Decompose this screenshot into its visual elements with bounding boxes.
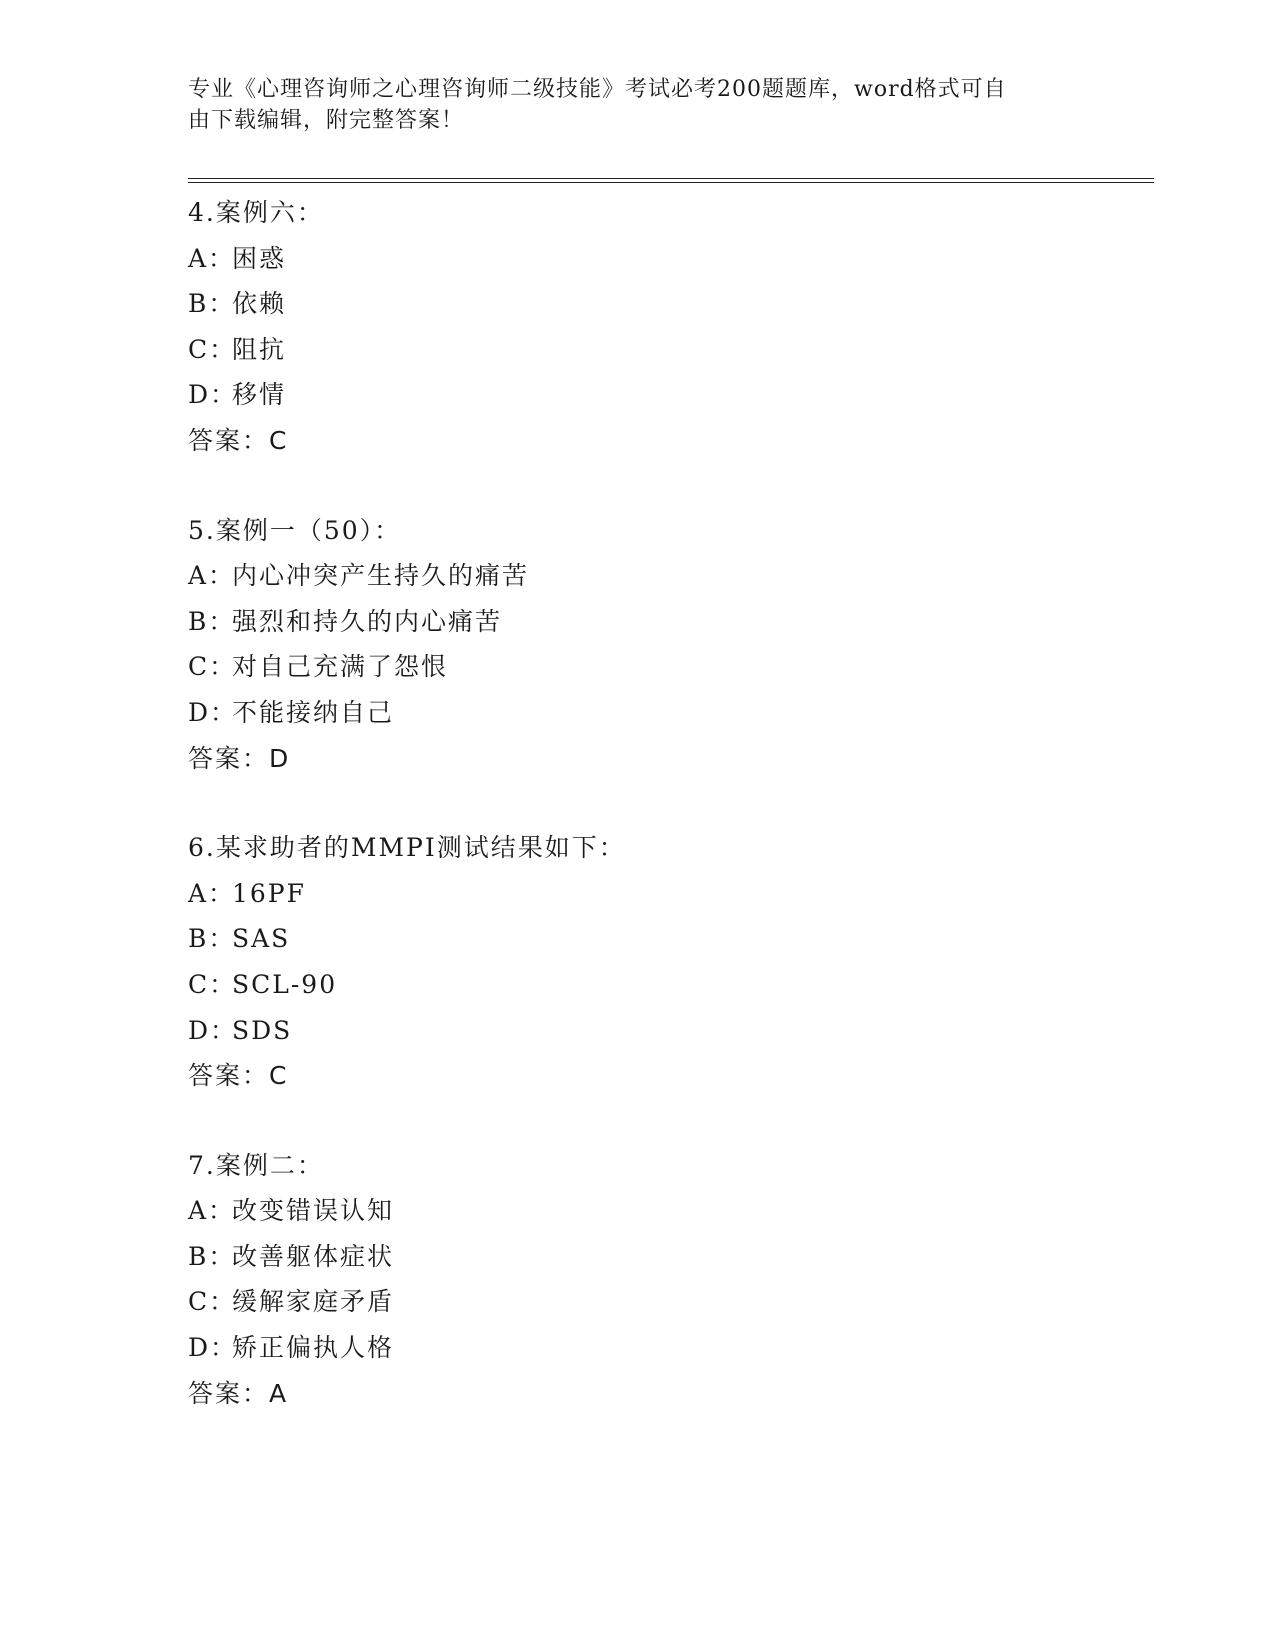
option-letter: A： <box>188 243 236 273</box>
option-text: 对自己充满了怨恨 <box>232 652 449 682</box>
option-letter: B： <box>188 1241 236 1271</box>
question-item <box>188 825 1148 1099</box>
option-letter: C： <box>188 969 237 999</box>
option-d <box>188 372 1148 418</box>
option-text: 强烈和持久的内心痛苦 <box>232 606 503 636</box>
option-text: 依赖 <box>232 289 287 319</box>
option-letter: C： <box>188 1287 237 1317</box>
option-letter: D： <box>188 1015 238 1045</box>
header-line-2: 由下载编辑，附完整答案！ <box>188 108 465 133</box>
option-letter: D： <box>188 697 238 727</box>
question-item <box>188 190 1148 464</box>
option-b <box>188 916 1148 962</box>
option-text: SAS <box>232 924 291 954</box>
option-letter: A： <box>188 878 236 908</box>
option-text: 阻抗 <box>232 334 287 364</box>
question-stem: 7.案例二： <box>188 1150 324 1180</box>
option-text: 困惑 <box>232 243 287 273</box>
option-letter: A： <box>188 1196 236 1226</box>
answer-line: 答案：C <box>188 425 289 455</box>
question-stem: 6.某求助者的MMPI测试结果如下： <box>188 833 626 863</box>
option-d <box>188 690 1148 736</box>
option-letter: B： <box>188 924 236 954</box>
option-c <box>188 644 1148 690</box>
question-stem: 4.案例六： <box>188 198 324 227</box>
option-letter: D： <box>188 1333 238 1363</box>
option-text: SCL-90 <box>232 969 338 999</box>
question-item <box>188 508 1148 782</box>
answer-line: 答案：A <box>188 1378 289 1408</box>
option-text: SDS <box>232 1015 293 1045</box>
option-c <box>188 1279 1148 1325</box>
option-text: 不能接纳自己 <box>232 697 395 727</box>
header-divider <box>188 178 1154 183</box>
option-letter: C： <box>188 334 237 364</box>
option-b <box>188 281 1148 327</box>
option-d <box>188 1008 1148 1054</box>
option-a <box>188 871 1148 917</box>
question-stem: 5.案例一（50）： <box>188 515 402 545</box>
option-a <box>188 553 1148 599</box>
answer-line: 答案：C <box>188 1061 289 1091</box>
header-line-1: 专业《心理咨询师之心理咨询师二级技能》考试必考200题题库，word格式可自 <box>188 77 1007 102</box>
option-text: 16PF <box>232 878 306 908</box>
option-text: 矫正偏执人格 <box>232 1333 395 1363</box>
option-text: 缓解家庭矛盾 <box>232 1287 395 1317</box>
document-header <box>188 74 1068 136</box>
option-letter: B： <box>188 289 236 319</box>
option-d <box>188 1325 1148 1371</box>
option-b <box>188 1234 1148 1280</box>
question-item <box>188 1143 1148 1417</box>
option-text: 移情 <box>232 380 287 410</box>
option-c <box>188 327 1148 373</box>
option-a <box>188 236 1148 282</box>
option-letter: A： <box>188 561 236 591</box>
option-letter: C： <box>188 652 237 682</box>
option-text: 改变错误认知 <box>232 1196 395 1226</box>
answer-line: 答案：D <box>188 743 291 773</box>
option-a <box>188 1188 1148 1234</box>
option-letter: D： <box>188 380 238 410</box>
option-text: 内心冲突产生持久的痛苦 <box>232 561 530 591</box>
question-list <box>188 190 1148 1460</box>
option-c <box>188 962 1148 1008</box>
option-letter: B： <box>188 606 236 636</box>
option-b <box>188 599 1148 645</box>
option-text: 改善躯体症状 <box>232 1241 395 1271</box>
